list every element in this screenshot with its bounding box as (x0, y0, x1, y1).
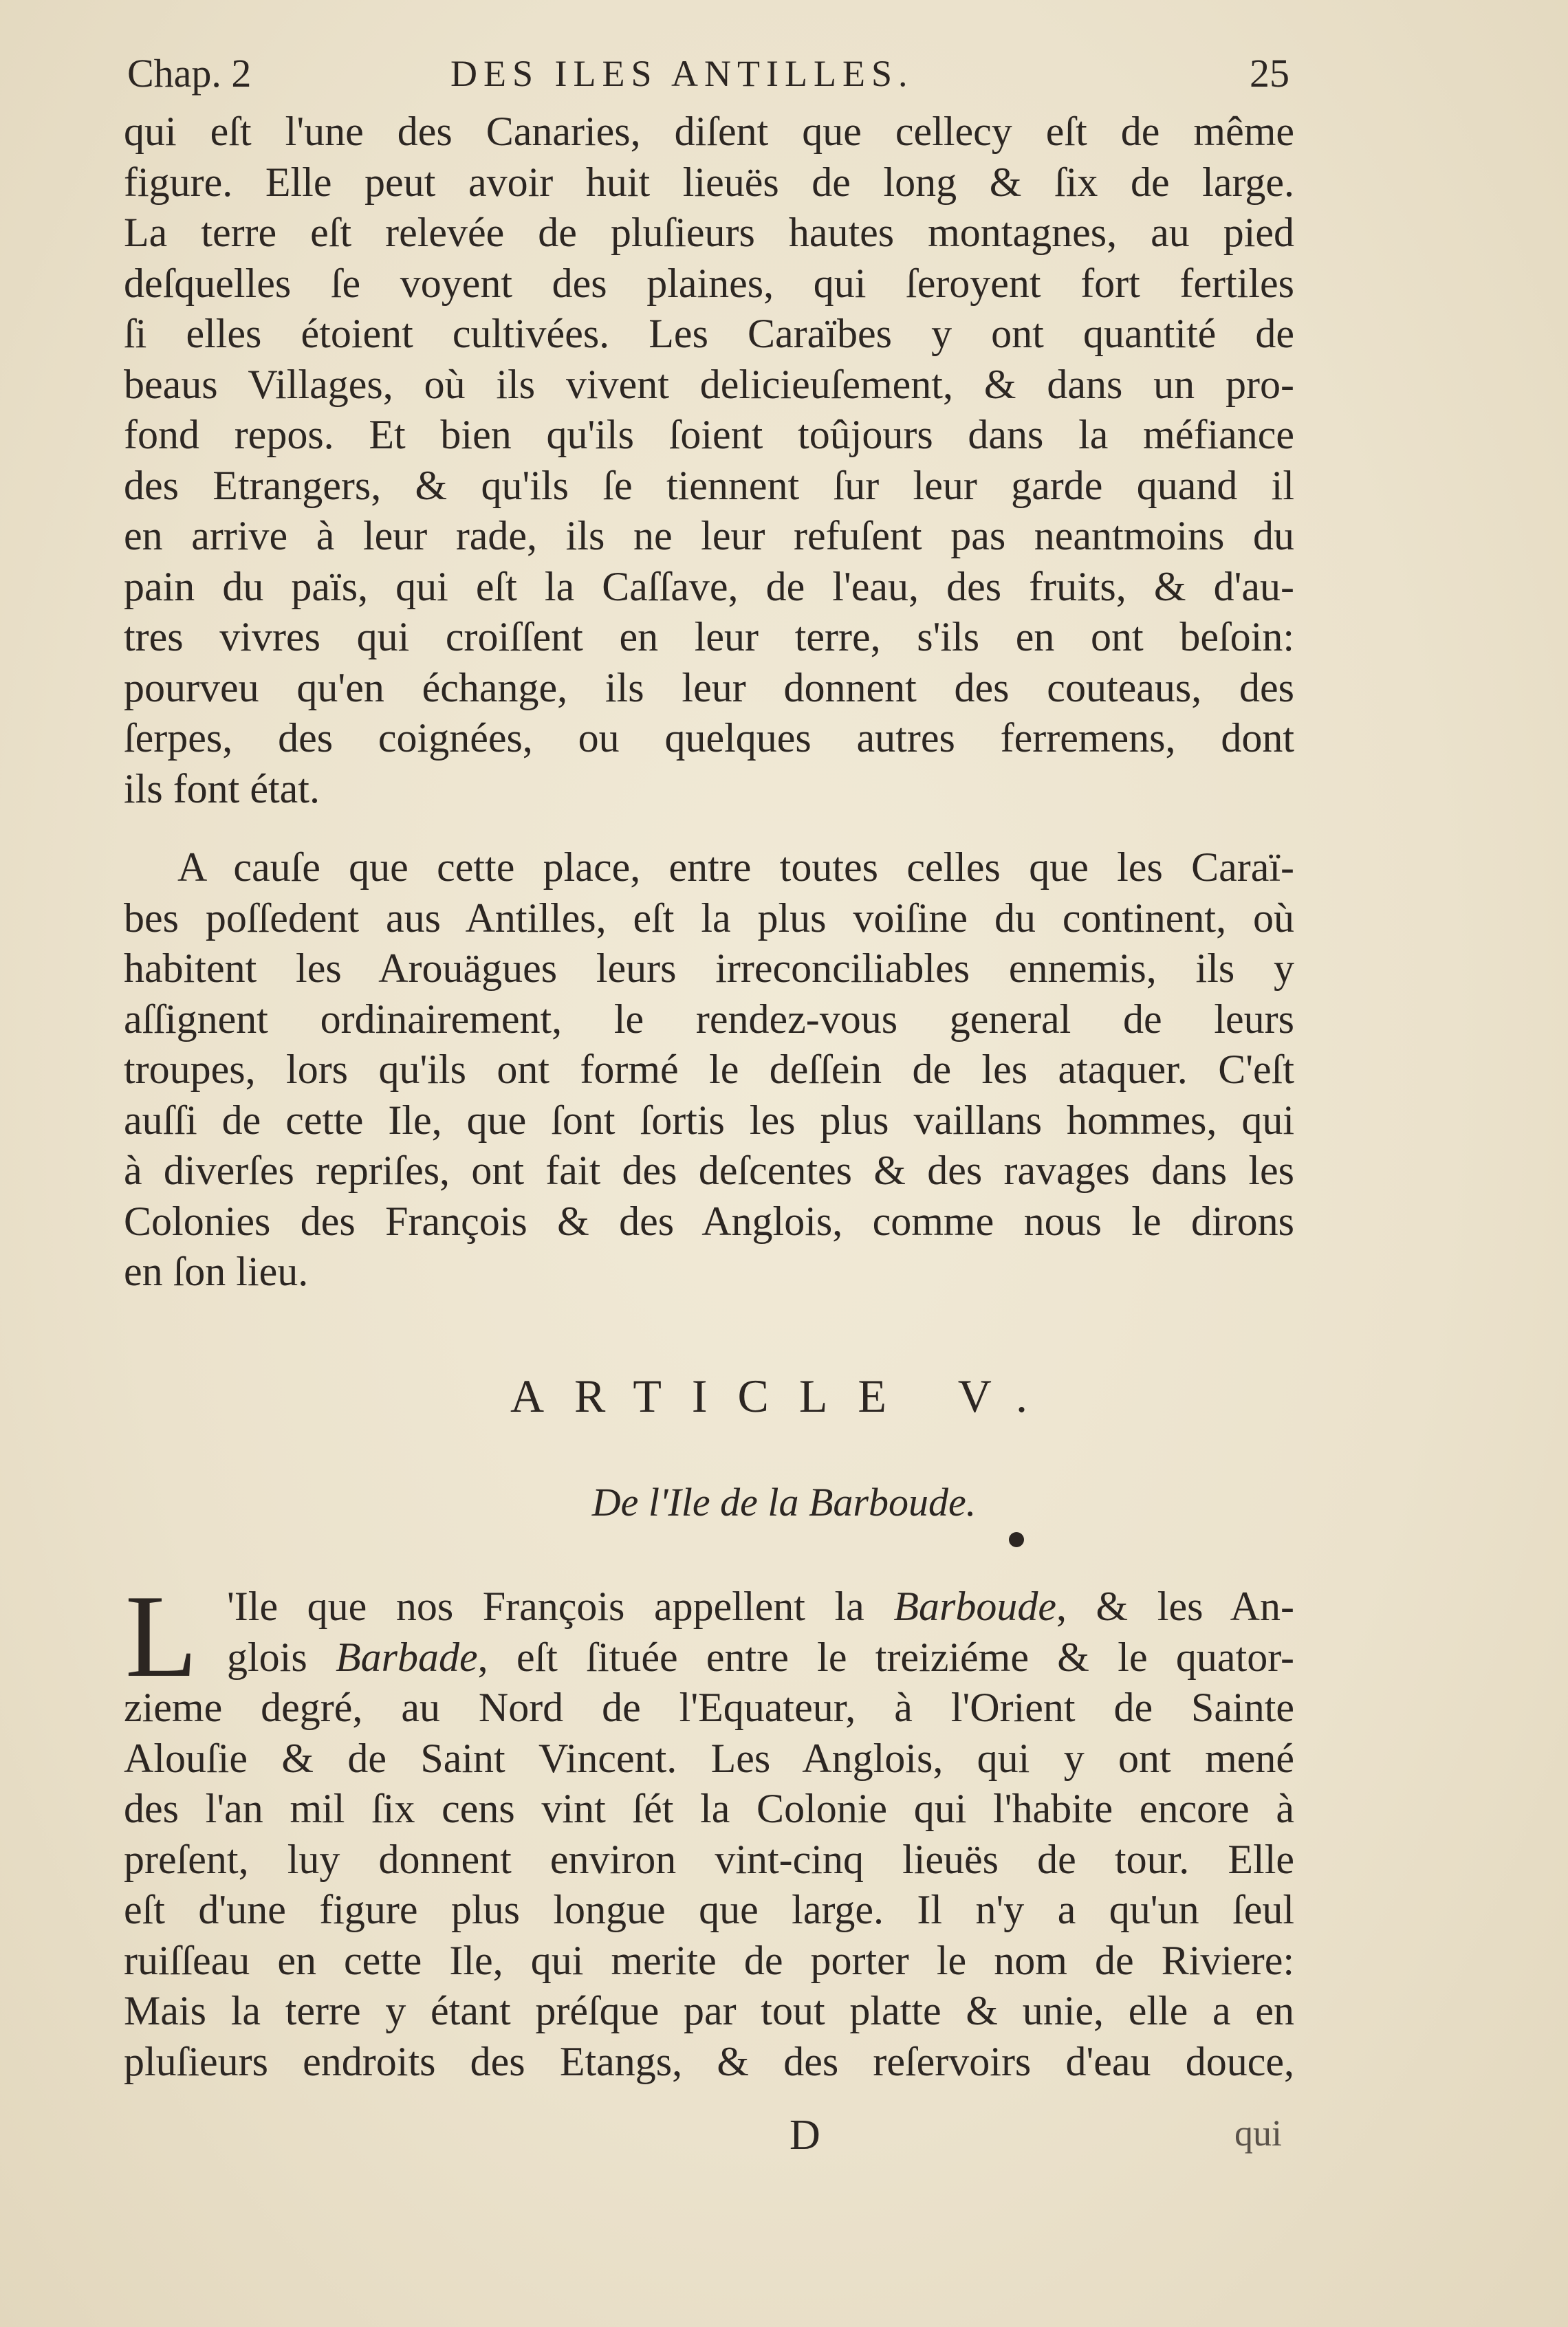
text-line: pluſieurs endroits des Etangs, & des reſervoirs d'eau douce, (124, 2038, 1294, 2084)
place-name: Barboude (893, 1584, 1056, 1629)
text-run: , & les An- (1056, 1584, 1294, 1629)
text-run: 'Ile que nos François appellent la (227, 1584, 894, 1629)
text-line: ſi elles étoient cultivées. Les Caraïbes y ont quantité de (124, 311, 1294, 356)
text-line: des Etrangers, & qu'ils ſe tiennent ſur leur garde quand il (124, 462, 1294, 508)
paragraph-2 (124, 842, 1294, 1298)
chapter-label: Chap. 2 (127, 51, 252, 96)
drop-cap: L (125, 1571, 198, 1702)
ornament-dot (1009, 1532, 1024, 1547)
text-line (124, 1582, 1294, 1632)
text-line: pourveu qu'en échange, ils leur donnent des couteaus, des (124, 664, 1294, 710)
text-line: ils font état. (124, 765, 320, 811)
signature-mark: D (790, 2112, 820, 2159)
text-line: bes poſſedent aus Antilles, eſt la plus voiſine du continent, où (124, 895, 1294, 941)
text-line: des l'an mil ſix cens vint ſét la Colonie qui l'habite encore à (124, 1786, 1294, 1831)
text-line (124, 1632, 1294, 1683)
catchword: qui (1234, 2112, 1283, 2154)
text-line: habitent les Arouägues leurs irreconciliables ennemis, ils y (124, 946, 1294, 991)
text-line: Mais la terre y étant préſque par tout platte & unie, elle a en (124, 1988, 1294, 2033)
paragraph-3 (124, 1571, 1294, 2087)
place-name: Barbade (336, 1634, 478, 1680)
text-line: pain du païs, qui eſt la Caſſave, de l'eau, des fruits, & d'au- (124, 563, 1294, 609)
text-line: ſerpes, des coignées, ou quelques autres ferremens, dont (124, 715, 1294, 761)
text-line: qui eſt l'une des Canaries, diſent que cellecy eſt de même (124, 109, 1294, 154)
running-header (127, 50, 1289, 98)
text-line: troupes, lors qu'ils ont formé le deſſein de les ataquer. C'eſt (124, 1047, 1294, 1092)
text-line: eſt d'une figure plus longue que large. Il n'y a qu'un ſeul (124, 1887, 1294, 1932)
text-line: fond repos. Et bien qu'ils ſoient toûjours dans la méfiance (124, 412, 1294, 457)
page-number: 25 (1250, 51, 1289, 96)
text-line: deſquelles ſe voyent des plaines, qui ſeroyent fort fertiles (124, 260, 1294, 306)
text-line: à diverſes repriſes, ont fait des deſcentes & des ravages dans les (124, 1148, 1294, 1193)
text-line: Colonies des François & des Anglois, comme nous le dirons (124, 1198, 1294, 1244)
text-line: en arrive à leur rade, ils ne leur refuſent pas neantmoins du (124, 513, 1294, 558)
article-heading: ARTICLE V. (510, 1370, 1058, 1422)
text-line: aſſignent ordinairement, le rendez-vous general de leurs (124, 996, 1294, 1042)
paragraph-1 (124, 107, 1294, 814)
article-subtitle: De l'Ile de la Barboude. (591, 1480, 977, 1525)
text-line: beaus Villages, où ils vivent delicieuſement, & dans un pro- (124, 361, 1294, 407)
text-line: La terre eſt relevée de pluſieurs hautes montagnes, au pied (124, 210, 1294, 255)
text-line: A cauſe que cette place, entre toutes celles que les Caraï- (177, 844, 1294, 890)
text-line: Alouſie & de Saint Vincent. Les Anglois, qui y ont mené (124, 1735, 1294, 1781)
text-line: zieme degré, au Nord de l'Equateur, à l'Orient de Sainte (124, 1685, 1294, 1730)
text-line: ruiſſeau en cette Ile, qui merite de porter le nom de Riviere: (124, 1937, 1294, 1983)
running-title: DES ILES ANTILLES. (450, 53, 914, 94)
text-line: tres vivres qui croiſſent en leur terre, s'ils en ont beſoin: (124, 614, 1294, 659)
text-line: figure. Elle peut avoir huit lieuës de long & ſix de large. (124, 159, 1294, 205)
text-line: en ſon lieu. (124, 1249, 309, 1294)
text-line: auſſi de cette Ile, que ſont ſortis les plus vaillans hommes, qui (124, 1097, 1294, 1143)
text-line: preſent, luy donnent environ vint-cinq lieuës de tour. Elle (124, 1836, 1294, 1882)
text-run: glois (227, 1634, 336, 1680)
text-run: , eſt ſituée entre le treiziéme & le quator- (477, 1634, 1294, 1680)
